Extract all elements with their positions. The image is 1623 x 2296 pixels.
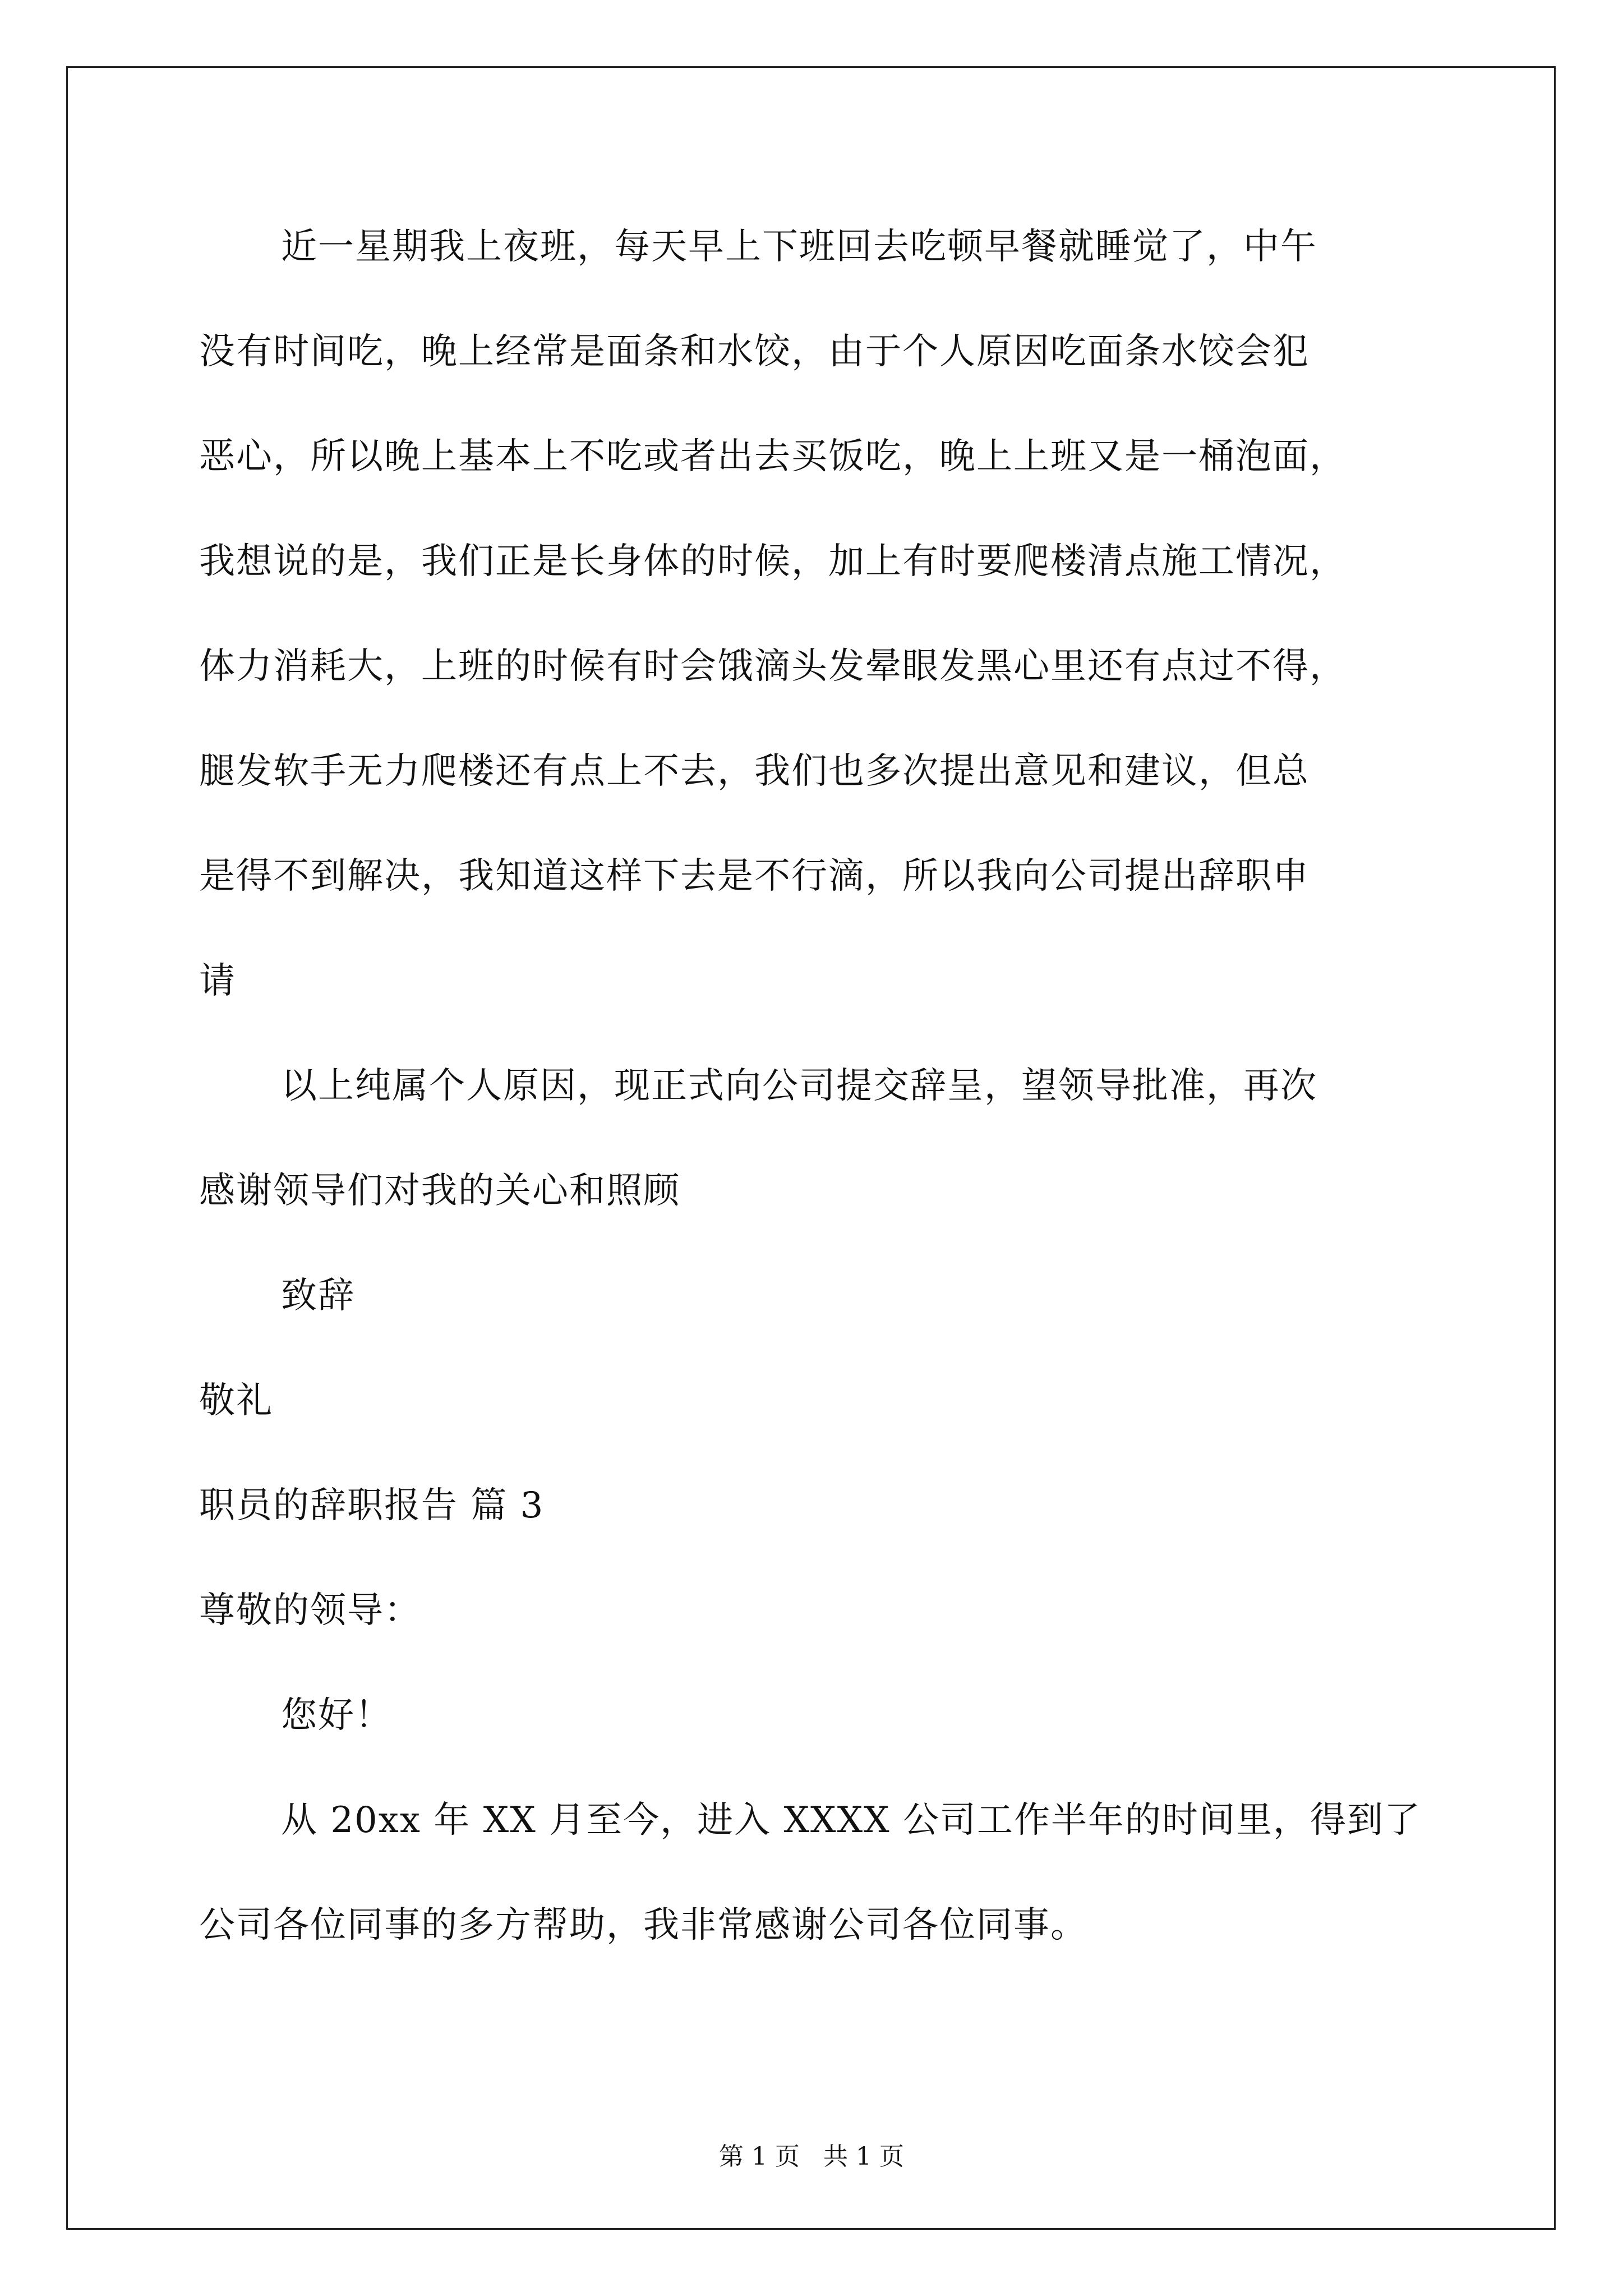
salutation: 敬礼: [199, 1380, 273, 1421]
section-title: 职员的辞职报告 篇 3: [199, 1485, 545, 1526]
paragraph-line: 是得不到解决，我知道这样下去是不行滴，所以我向公司提出辞职申: [199, 855, 1310, 897]
paragraph-line: 从 20xx 年 XX 月至今，进入 XXXX 公司工作半年的时间里，得到了: [281, 1800, 1422, 1841]
greeting-line: 您好！: [281, 1695, 392, 1736]
paragraph-line: 以上纯属个人原因，现正式向公司提交辞呈，望领导批准，再次: [281, 1065, 1317, 1107]
greeting: 尊敬的领导：: [199, 1590, 421, 1631]
page-number: 第 1 页: [719, 2142, 800, 2171]
paragraph-line: 腿发软手无力爬楼还有点上不去，我们也多次提出意见和建议，但总: [199, 751, 1310, 792]
paragraph-line: 恶心，所以晚上基本上不吃或者出去买饭吃，晚上上班又是一桶泡面，: [199, 436, 1347, 477]
paragraph-line: 感谢领导们对我的关心和照顾: [199, 1170, 680, 1212]
paragraph-line: 没有时间吃，晚上经常是面条和水饺，由于个人原因吃面条水饺会犯: [199, 331, 1310, 372]
paragraph-line: 体力消耗大，上班的时候有时会饿滴头发晕眼发黑心里还有点过不得，: [199, 646, 1347, 687]
paragraph-line: 请: [199, 960, 236, 1002]
page-footer: [0, 2140, 1623, 2174]
paragraph-line: 我想说的是，我们正是长身体的时候，加上有时要爬楼清点施工情况，: [199, 541, 1347, 582]
paragraph-line: 近一星期我上夜班，每天早上下班回去吃顿早餐就睡觉了，中午: [281, 226, 1317, 268]
paragraph-line: 公司各位同事的多方帮助，我非常感谢公司各位同事。: [199, 1904, 1087, 1946]
closing-phrase: 致辞: [281, 1275, 355, 1317]
page-total: 共 1 页: [823, 2142, 904, 2171]
